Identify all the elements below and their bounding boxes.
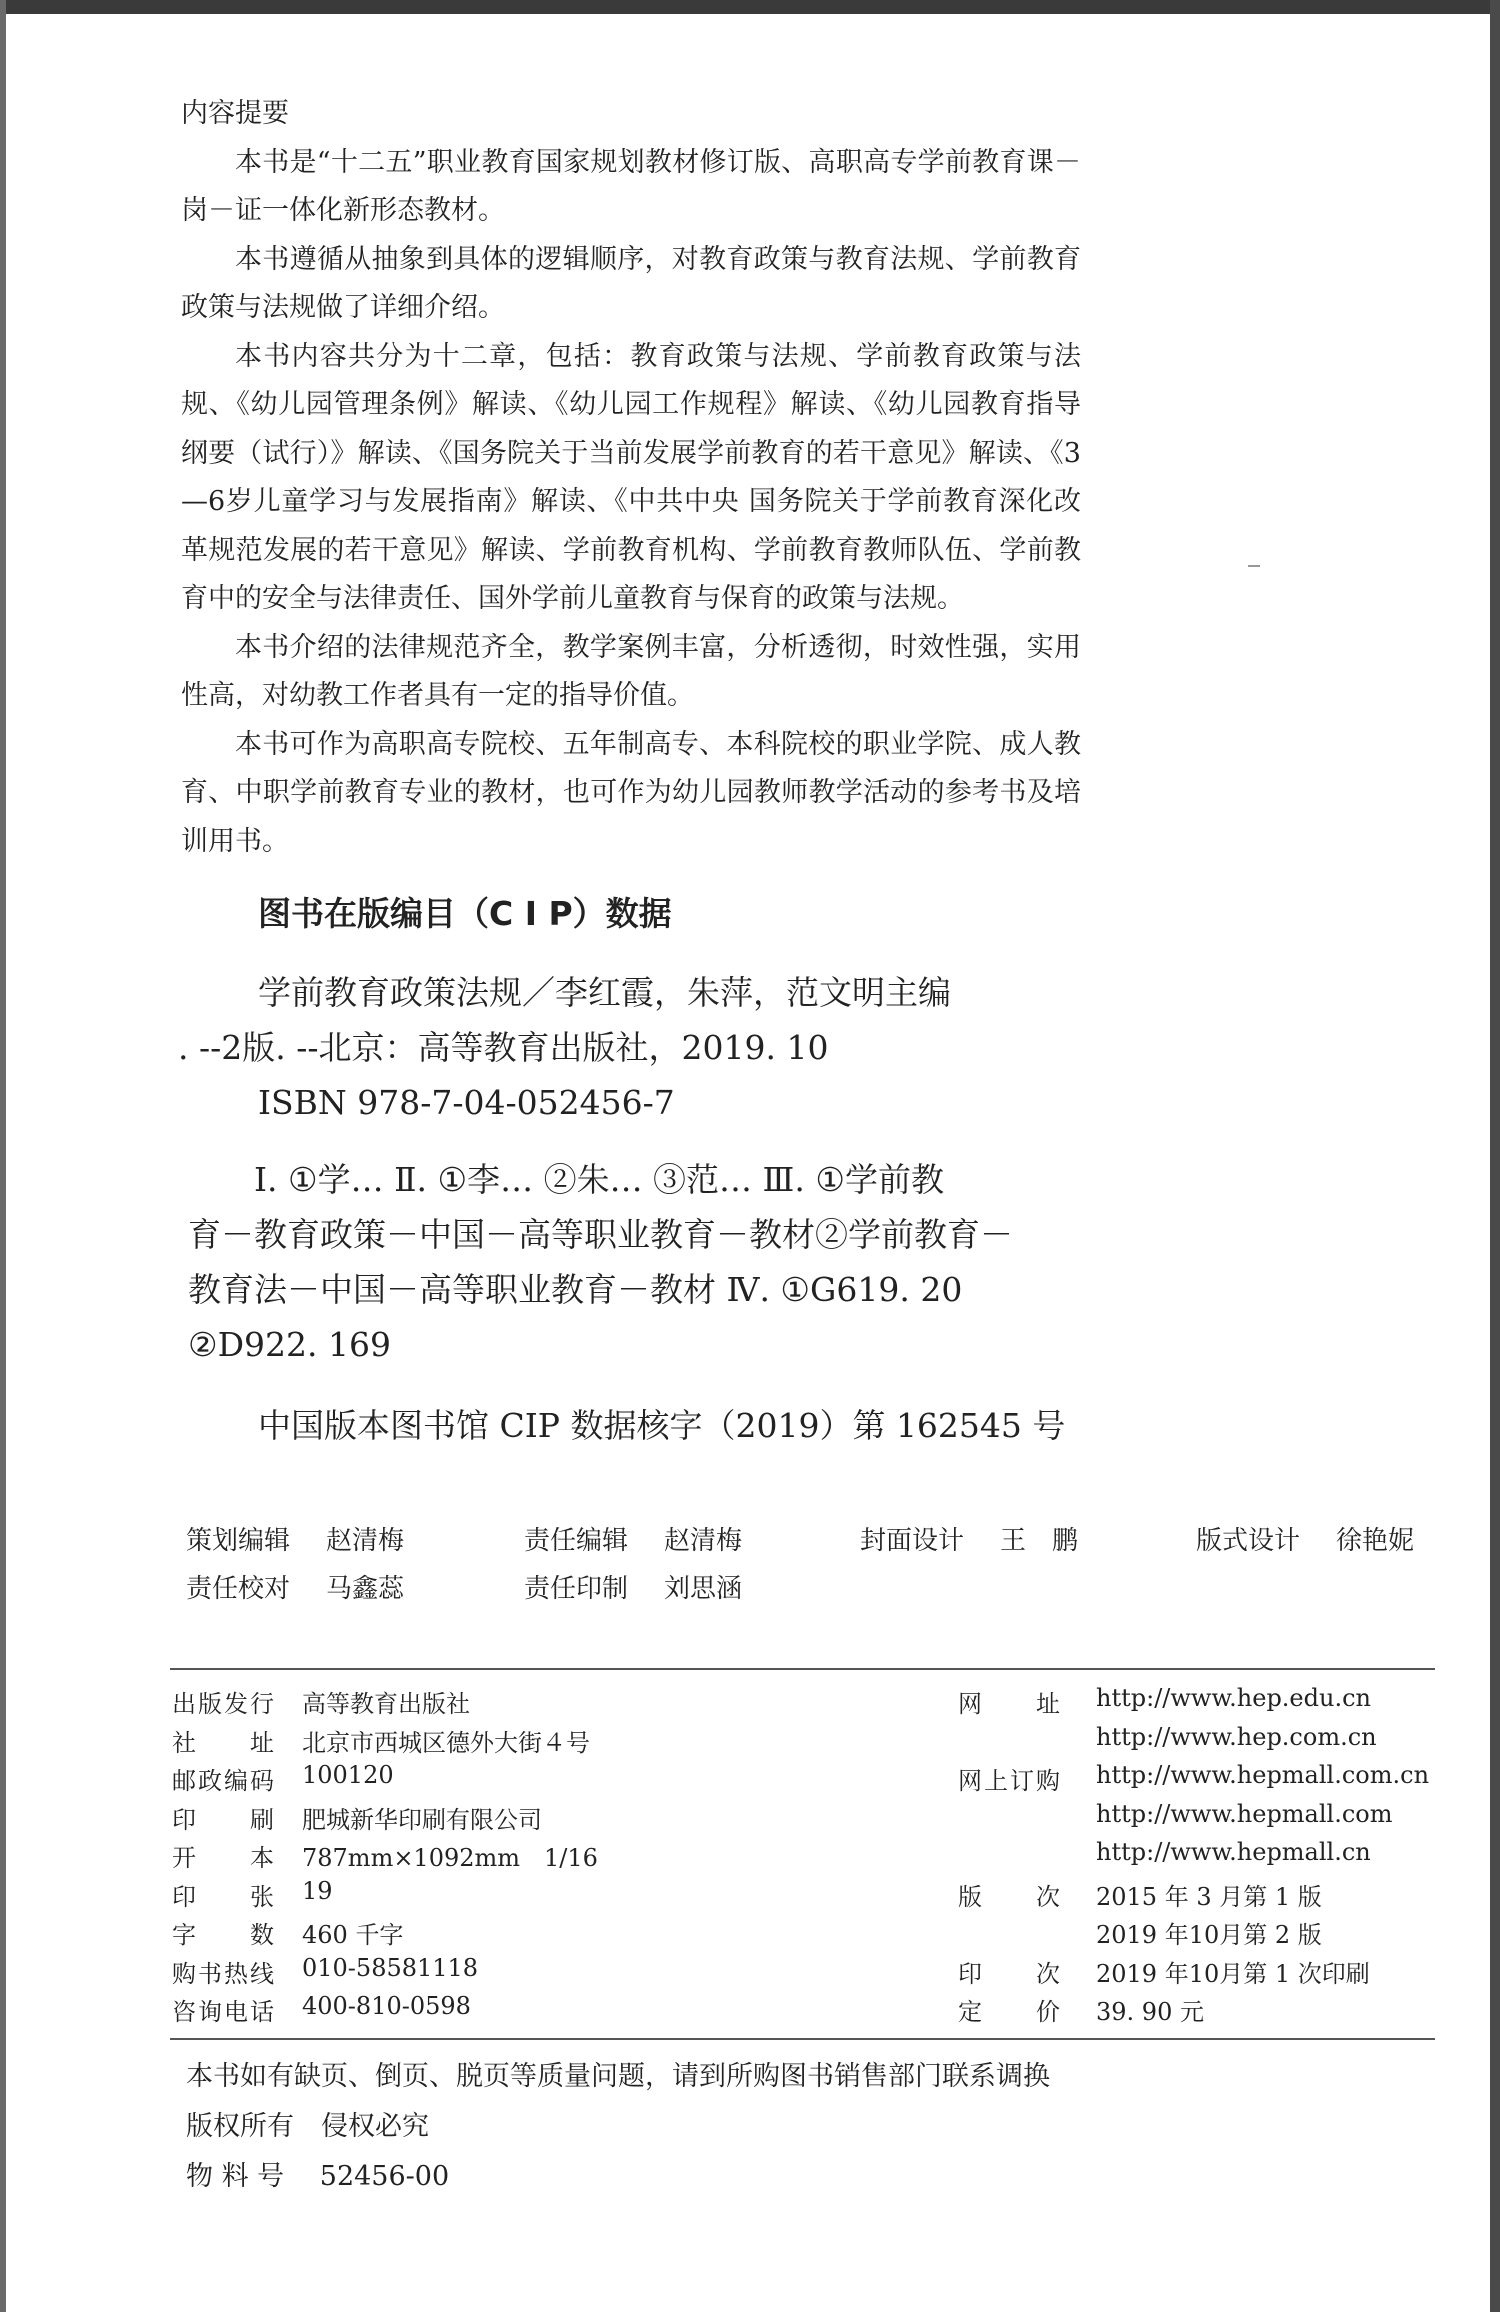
pub-value: 400-810-0598 [302, 1992, 471, 2020]
pub-label: 咨询电话 [172, 1998, 276, 2026]
pub-value: 460 千字 [302, 1921, 404, 1949]
planning-editor-name: 赵清梅 [326, 1526, 405, 1556]
cip-book-line: 学前教育政策法规／李红霞，朱萍，范文明主编 [258, 973, 951, 1012]
abstract-paragraph: 本书可作为高职高专院校、五年制高专、本科院校的职业学院、成人教育、中职学前教育专业的教材，也可作为幼儿园教师教学活动的参考书及培训用书。 [181, 728, 1081, 857]
pub-value: 787mm×1092mm 1/16 [302, 1844, 598, 1872]
responsible-editor-name: 赵清梅 [664, 1526, 743, 1556]
pub-label: 版 次 [958, 1882, 1062, 1911]
cip-classification [188, 1152, 1118, 1372]
cip-isbn: ISBN 978-7-04-052456-7 [258, 1083, 675, 1122]
pub-row [172, 1684, 1432, 1723]
pub-value: http://www.hepmall.cn [1096, 1838, 1371, 1866]
pub-row [172, 1723, 1432, 1762]
pub-row [172, 1838, 1432, 1877]
pub-value: 高等教育出版社 [302, 1690, 470, 1718]
pub-value: 010-58581118 [302, 1953, 479, 1982]
pub-label: 字 数 [172, 1921, 276, 1949]
planning-editor-label: 策划编辑 [186, 1526, 291, 1556]
abstract-paragraph: 本书内容共分为十二章，包括：教育政策与法规、学前教育政策与法规、《幼儿园管理条例》解读、《幼儿园工作规程》解读、《幼儿园教育指导纲要（试行）》解读、《国务院关于当前发展学前教育的若干意见》解读、《3—6岁儿童学习与发展指南》解读、《中共中央 国务院关于学前教育深化改革规范发展的若干意见》解读、学前教育机构、学前教育教师队伍、学前教育中的安全与法律责任、国外学前儿童教育与保育的政策与法规。 [181, 340, 1081, 614]
pub-row [172, 1915, 1432, 1954]
staff-row [186, 1520, 1426, 1568]
pub-label: 购书热线 [172, 1959, 276, 1988]
pub-value: 2015 年 3 月第 1 版 [1096, 1882, 1322, 1911]
pub-label: 出版发行 [172, 1690, 276, 1718]
pub-value: 北京市西城区德外大街４号 [302, 1728, 590, 1757]
pub-label: 定 价 [958, 1998, 1062, 2026]
pub-label: 印 次 [958, 1959, 1062, 1988]
pub-value: 19 [302, 1876, 333, 1905]
pub-value: 2019 年10月第 1 次印刷 [1096, 1959, 1370, 1988]
publication-info [172, 1684, 1432, 2031]
layout-design-label: 版式设计 [1196, 1526, 1301, 1556]
abstract-paragraph: 本书是“十二五”职业教育国家规划教材修订版、高职高专学前教育课－岗－证一体化新形态教材。 [181, 146, 1081, 226]
pub-value: 肥城新华印刷有限公司 [302, 1805, 542, 1834]
staff-credits [186, 1520, 1426, 1616]
pub-row [172, 1761, 1432, 1800]
pub-label: 开 本 [172, 1844, 276, 1872]
pub-value: http://www.hep.edu.cn [1096, 1684, 1371, 1712]
material-number-value: 52456-00 [319, 2161, 450, 2192]
cip-title: 图书在版编目（C I P）数据 [258, 894, 672, 933]
pub-label: 邮政编码 [172, 1767, 276, 1795]
pub-value: http://www.hepmall.com [1096, 1799, 1393, 1828]
printing-supervisor-name: 刘思涵 [664, 1574, 743, 1604]
pub-row [172, 1877, 1432, 1916]
pub-label: 社 址 [172, 1728, 276, 1757]
cip-classification-line: 育－教育政策－中国－高等职业教育－教材②学前教育－ [188, 1215, 1013, 1254]
scan-border-right [1490, 0, 1500, 2312]
pub-value: 39. 90 元 [1096, 1998, 1204, 2026]
footer-section [186, 2052, 1050, 2202]
pub-label: 网 址 [958, 1690, 1062, 1718]
proofreader-label: 责任校对 [186, 1574, 291, 1604]
staff-row [186, 1568, 1426, 1616]
scan-border-top [0, 0, 1500, 14]
pub-row [172, 1954, 1432, 1993]
printing-supervisor-label: 责任印制 [524, 1574, 629, 1604]
quality-notice: 本书如有缺页、倒页、脱页等质量问题，请到所购图书销售部门联系调换 [186, 2061, 1050, 2092]
cip-classification-line: 教育法－中国－高等职业教育－教材 Ⅳ. ①G619. 20 [188, 1270, 963, 1309]
cover-design-name: 王 鹏 [1000, 1526, 1079, 1556]
cover-design-label: 封面设计 [860, 1526, 965, 1556]
abstract-paragraph: 本书介绍的法律规范齐全，教学案例丰富，分析透彻，时效性强，实用性高，对幼教工作者具有一定的指导价值。 [181, 631, 1081, 711]
scan-speck [1248, 565, 1260, 567]
pub-row [172, 1800, 1432, 1839]
layout-design-name: 徐艳妮 [1336, 1526, 1415, 1556]
cip-classification-line: ②D922. 169 [188, 1325, 391, 1364]
abstract-heading: 内容提要 [181, 98, 289, 129]
divider-top [170, 1668, 1435, 1670]
divider-bottom [170, 2038, 1435, 2040]
pub-row [172, 1992, 1432, 2031]
pub-value: http://www.hep.com.cn [1096, 1722, 1377, 1751]
responsible-editor-label: 责任编辑 [524, 1526, 629, 1556]
cip-edition-line: . --2版. --北京：高等教育出版社，2019. 10 [178, 1028, 829, 1067]
pub-value: 2019 年10月第 2 版 [1096, 1921, 1322, 1949]
proofreader-name: 马鑫蕊 [326, 1574, 405, 1604]
material-number-line [186, 2152, 1050, 2202]
cip-classification-line: Ⅰ. ①学… Ⅱ. ①李… ②朱… ③范… Ⅲ. ①学前教 [254, 1160, 944, 1199]
material-number-label: 物 料 号 [186, 2161, 285, 2192]
pub-value: 100120 [302, 1761, 394, 1789]
cip-section [178, 888, 1118, 1486]
pub-value: http://www.hepmall.com.cn [1096, 1761, 1430, 1789]
abstract-paragraph: 本书遵循从抽象到具体的逻辑顺序，对教育政策与教育法规、学前教育政策与法规做了详细介绍。 [181, 243, 1081, 323]
cip-number: 中国版本图书馆 CIP 数据核字（2019）第 162545 号 [258, 1406, 1066, 1445]
pub-label: 印 张 [172, 1882, 276, 1911]
pub-label: 网上订购 [958, 1767, 1062, 1795]
pub-label: 印 刷 [172, 1805, 276, 1834]
copyright-line: 版权所有 侵权必究 [186, 2111, 429, 2142]
abstract-section [181, 90, 1081, 866]
scan-border-left [0, 0, 6, 2312]
